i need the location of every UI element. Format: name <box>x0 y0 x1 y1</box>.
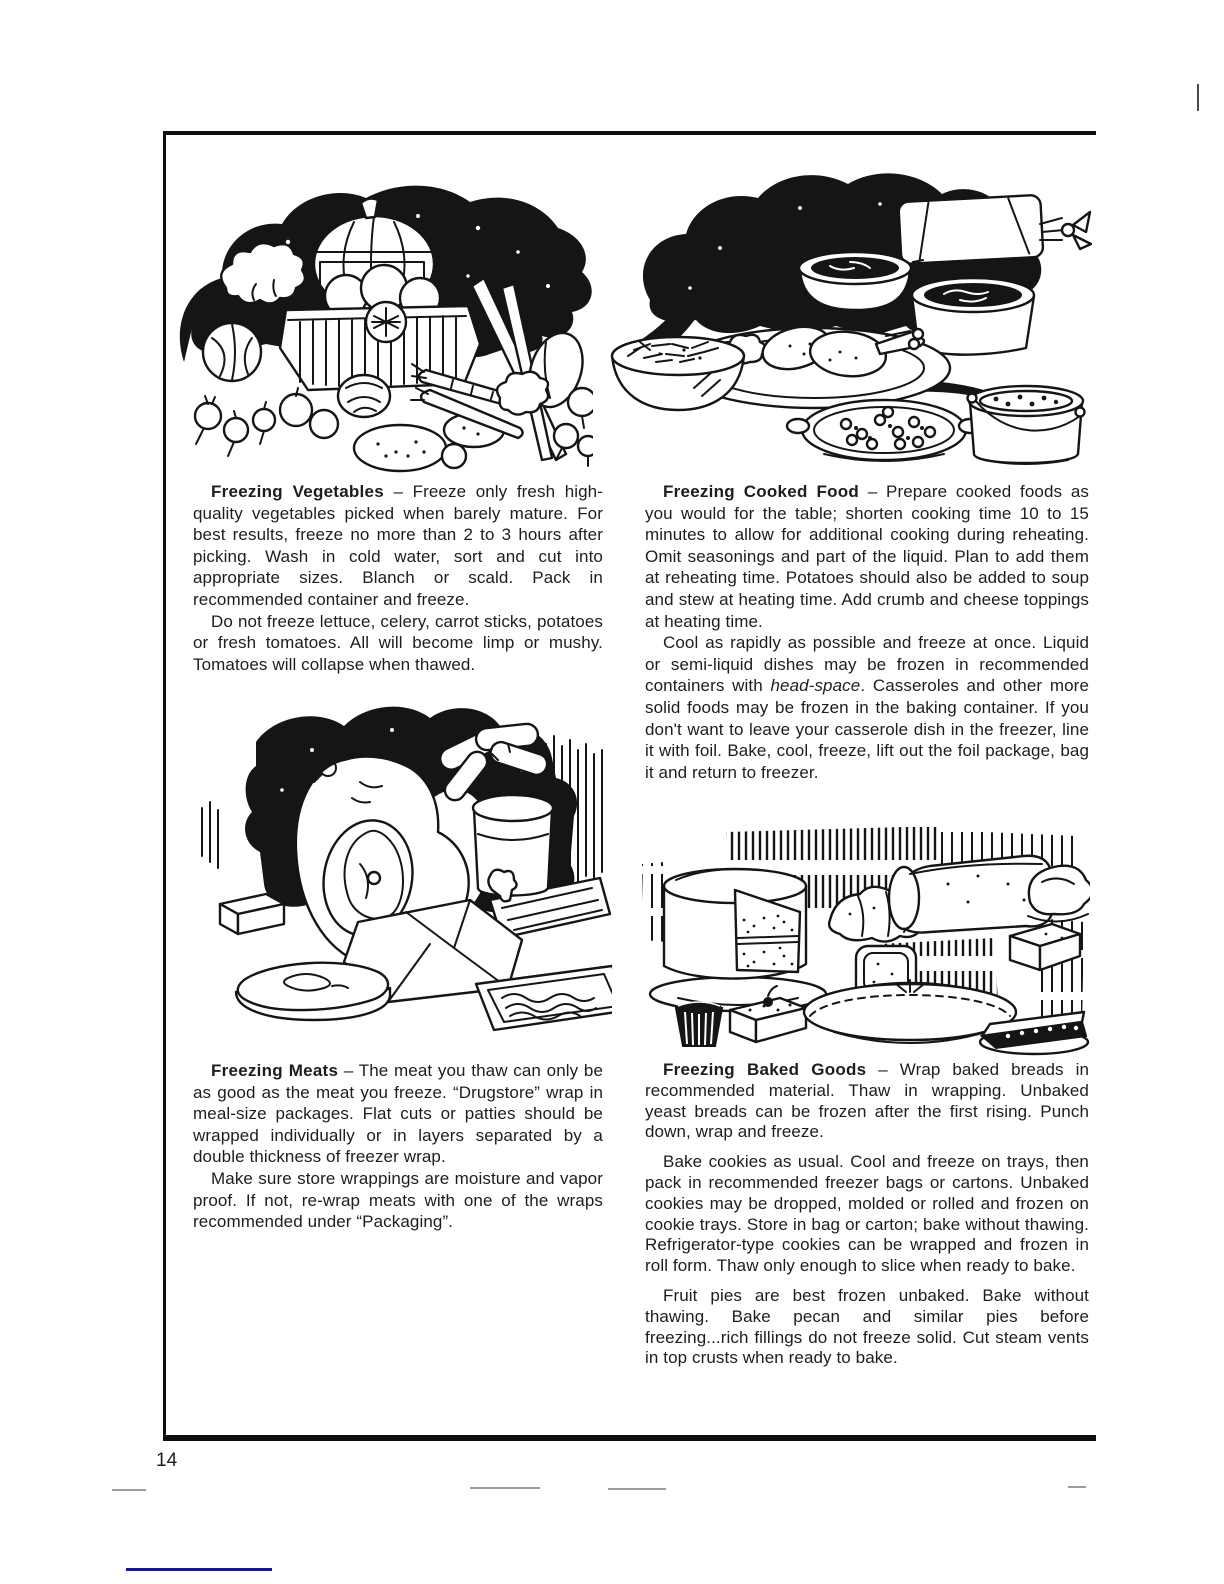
casserole-dish-2 <box>912 278 1034 355</box>
section-heading: Freezing Meats <box>211 1061 339 1080</box>
cupcake <box>676 1002 722 1046</box>
section-intro: – Prepare cooked foods as you would for the table; shorten cooking time 10 to 15 minutes to allow for additional cooking during reheating. Omit seasonings and part of the liquid. Plan to add them at reheating time. Potatoes should also be added to soup and stew at heating time. Add crumb and cheese toppings at heating time. <box>645 482 1089 631</box>
section-heading: Freezing Baked Goods <box>663 1060 867 1079</box>
section-intro: – The meat you thaw can only be as good as the meat you freeze. “Drugstore” wrap in meal-size packages. Flat cuts or patties should be wrapped individually or in layers separated by a double thickness of freezer wrap. <box>193 1061 604 1167</box>
section-paragraph: Bake cookies as usual. Cool and freeze on trays, then pack in recommended freezer bags or cartons. Unbaked cookies may be dropped, molded or rolled and frozen on cookie trays. Store in bag or carton; bake without thawing. Refrigerator-type cookies can be wrapped and frozen in roll form. Thaw only enough to slice when ready to bake. <box>645 1152 1089 1276</box>
section-heading: Freezing Vegetables <box>211 482 384 501</box>
section-freezing-vegetables <box>193 481 603 675</box>
scan-artifact-dash <box>1068 1486 1086 1488</box>
page-number: 14 <box>156 1450 178 1471</box>
artichoke <box>338 375 390 417</box>
cabbage <box>203 323 261 381</box>
section-lead-paragraph <box>193 1060 603 1168</box>
butter-box <box>220 894 284 934</box>
meats-illustration <box>192 680 612 1042</box>
soup-pot <box>968 386 1085 464</box>
section-lead-paragraph <box>645 1060 1089 1143</box>
layer-cake <box>650 869 826 1011</box>
scan-artifact-dash <box>470 1487 540 1489</box>
section-freezing-cooked-food <box>645 481 1089 783</box>
baked-goods-illustration <box>638 824 1090 1056</box>
bottom-blue-rule <box>126 1568 272 1571</box>
section-intro: – Wrap baked breads in recommended material. Thaw in wrapping. Unbaked yeast breads can be frozen after the first rising. Punch down, wrap and freeze. <box>645 1060 1089 1142</box>
section-freezing-meats <box>193 1060 603 1233</box>
section-paragraph <box>645 632 1089 783</box>
paragraph-text: Cool as rapidly as possible and freeze at once. Liquid or semi-liquid dishes may be frozen in recommended containers with <box>645 633 1089 696</box>
italic-term: head-space <box>770 676 861 696</box>
section-freezing-baked-goods <box>645 1060 1089 1369</box>
steak <box>236 963 390 1020</box>
scan-artifact-dash <box>112 1489 146 1491</box>
section-paragraph: Fruit pies are best frozen unbaked. Bake without thawing. Bake pecan and similar pies before freezing...rich fillings do not freeze solid. Cut steam vents in top crusts when ready to bake. <box>645 1285 1089 1368</box>
scan-artifact-dash <box>608 1488 666 1490</box>
section-intro: – Freeze only fresh high-quality vegetables picked when barely mature. For best results, freeze no more than 2 to 3 hours after picking. Wash in cold water, sort and cut into appropriate sizes. Blanch or scald. Pack in recommended container and freeze. <box>193 482 603 609</box>
vegetables-illustration <box>168 156 593 474</box>
radishes <box>195 396 275 456</box>
section-paragraph: Do not freeze lettuce, celery, carrot sticks, potatoes or fresh tomatoes. All will become limp or mushy. Tomatoes will collapse when thawed. <box>193 611 603 674</box>
scan-artifact-tick <box>1197 84 1199 111</box>
section-heading: Freezing Cooked Food <box>663 482 860 501</box>
wrapped-package <box>898 195 1091 264</box>
cooked-food-illustration <box>600 148 1092 473</box>
paragraph-text: . Casseroles and other more solid foods may be frozen in the baking container. If you don't want to leave your casserole dish in the freezer, line it with foil. Bake, cool, freeze, lift out the foil package, bag it and return to freezer. <box>645 676 1089 782</box>
section-lead-paragraph <box>193 481 603 611</box>
section-paragraph: Make sure store wrappings are moisture and vapor proof. If not, re-wrap meats with one of the wraps recommended under “Packaging”. <box>193 1168 603 1232</box>
onions <box>280 388 338 438</box>
section-lead-paragraph <box>645 481 1089 632</box>
